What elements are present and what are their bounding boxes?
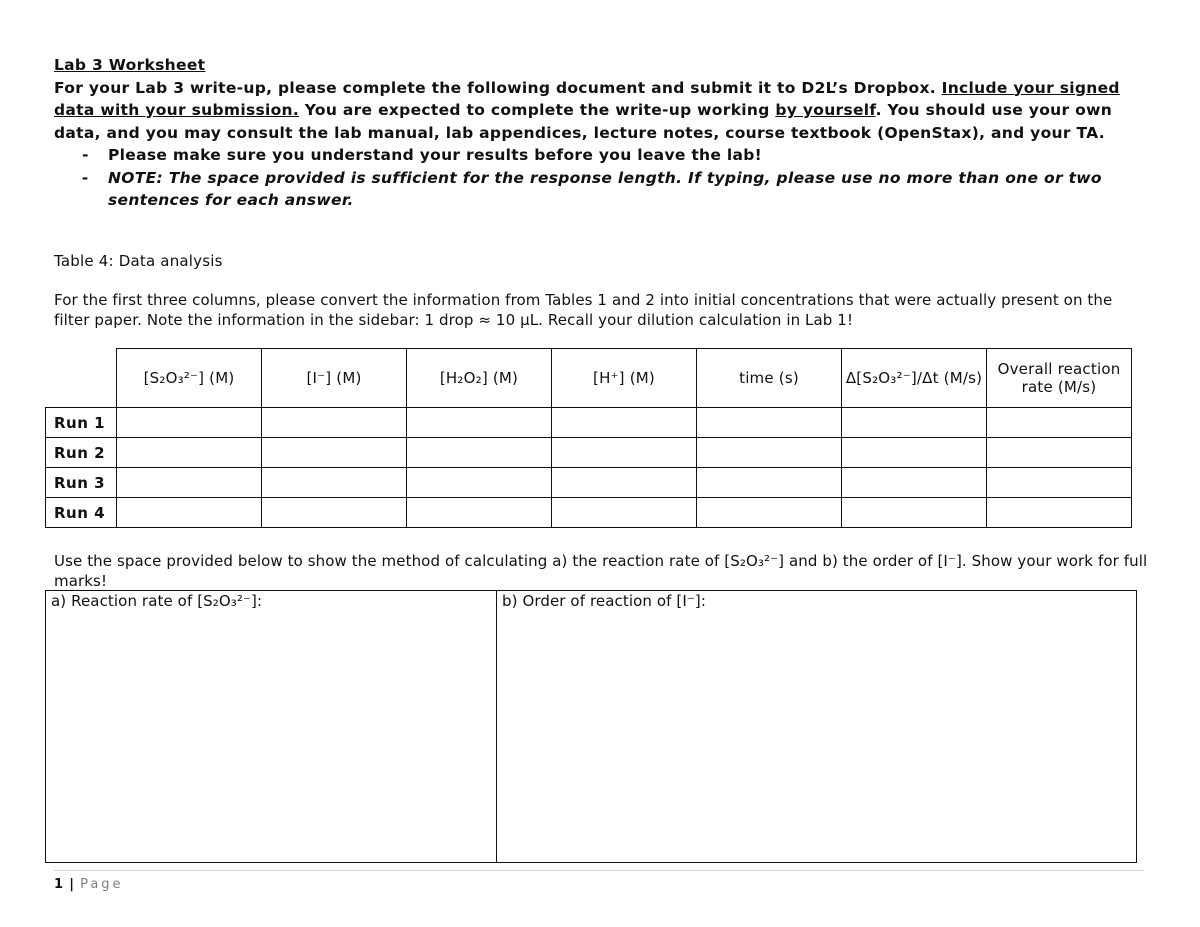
table-cell[interactable] [842, 408, 987, 438]
table-cell[interactable] [987, 468, 1132, 498]
page-number: 1 [54, 877, 64, 892]
row-label: Run 2 [46, 438, 117, 468]
page-footer [54, 876, 124, 894]
table-cell[interactable] [552, 438, 697, 468]
table-cell[interactable] [552, 468, 697, 498]
table-intro: For the first three columns, please convert the information from Tables 1 and 2 into initial concentrations that were actually present on the filter paper. Note the information in the sidebar: 1 drop ≈ 10 µL. Recall your dilution calculation in Lab 1! [54, 291, 1113, 329]
table-cell[interactable] [117, 468, 262, 498]
row-label: Run 1 [46, 408, 117, 438]
row-label: Run 4 [46, 498, 117, 528]
table-cell[interactable] [262, 408, 407, 438]
work-area-label: b) Order of reaction of [I⁻]: [502, 592, 706, 610]
column-header: [H⁺] (M) [552, 349, 697, 408]
bullet-dash: - [82, 168, 89, 187]
table-cell[interactable] [262, 468, 407, 498]
table-cell[interactable] [987, 408, 1132, 438]
table-cell[interactable] [552, 498, 697, 528]
table-row [46, 498, 1132, 528]
table-cell[interactable] [842, 498, 987, 528]
bullet-text: Please make sure you understand your results before you leave the lab! [108, 146, 763, 164]
table-cell[interactable] [407, 498, 552, 528]
instructions-underlined-2: by yourself [775, 101, 876, 119]
table-corner-cell [46, 349, 117, 408]
table-cell[interactable] [262, 498, 407, 528]
table-cell[interactable] [552, 408, 697, 438]
table-cell[interactable] [842, 468, 987, 498]
table-cell[interactable] [987, 498, 1132, 528]
instructions-underlined-1: Include your signed data with your submission. [54, 78, 1120, 119]
instructions-text-1: For your Lab 3 write-up, please complete the following document and submit it to D2L’s Dropbox. [54, 78, 942, 97]
table-cell[interactable] [697, 438, 842, 468]
table-cell[interactable] [697, 498, 842, 528]
table-cell[interactable] [117, 438, 262, 468]
instructions-text-3: . You should use your own data, and you may consult the lab manual, lab appendices, lecture notes, course textbook (OpenStax), and your TA. [54, 101, 1113, 142]
footer-separator: | [69, 877, 74, 892]
instructions-paragraph [54, 77, 1154, 145]
table-cell[interactable] [117, 498, 262, 528]
column-header: [S₂O₃²⁻] (M) [117, 349, 262, 408]
bullet-text: NOTE: The space provided is sufficient for the response length. If typing, please use no more than one or two sentences for each answer. [108, 168, 1102, 209]
work-area-reaction-rate[interactable] [46, 591, 497, 862]
table-cell[interactable] [407, 438, 552, 468]
table-header-row [46, 349, 1132, 408]
table-row [46, 408, 1132, 438]
table-caption: Table 4: Data analysis [54, 252, 223, 270]
worksheet-title: Lab 3 Worksheet [54, 56, 206, 74]
work-instructions: Use the space provided below to show the method of calculating a) the reaction rate of [S₂O₃²⁻] and b) the order of [I⁻]. Show your work for full marks! [54, 552, 1148, 590]
footer-divider [54, 870, 1144, 871]
column-header: Overall reaction rate (M/s) [987, 349, 1132, 408]
work-area-reaction-order[interactable] [497, 591, 1136, 862]
page-word: Page [80, 877, 124, 892]
data-analysis-table [45, 348, 1132, 528]
table-cell[interactable] [697, 408, 842, 438]
bullet-item [54, 144, 1154, 167]
table-row [46, 438, 1132, 468]
table-cell[interactable] [987, 438, 1132, 468]
header-block [54, 54, 1154, 212]
table-cell[interactable] [407, 408, 552, 438]
column-header: Δ[S₂O₃²⁻]/Δt (M/s) [842, 349, 987, 408]
bullet-dash: - [82, 146, 89, 164]
work-area-label: a) Reaction rate of [S₂O₃²⁻]: [51, 592, 263, 610]
table-cell[interactable] [262, 438, 407, 468]
column-header: [I⁻] (M) [262, 349, 407, 408]
instructions-text-2: You are expected to complete the write-up working [299, 101, 776, 119]
table-cell[interactable] [842, 438, 987, 468]
instructions-bullets [54, 144, 1154, 212]
column-header: [H₂O₂] (M) [407, 349, 552, 408]
column-header: time (s) [697, 349, 842, 408]
row-label: Run 3 [46, 468, 117, 498]
table-row [46, 468, 1132, 498]
table-cell[interactable] [697, 468, 842, 498]
table-cell[interactable] [407, 468, 552, 498]
table-cell[interactable] [117, 408, 262, 438]
work-box [45, 590, 1137, 863]
bullet-item [54, 167, 1154, 212]
